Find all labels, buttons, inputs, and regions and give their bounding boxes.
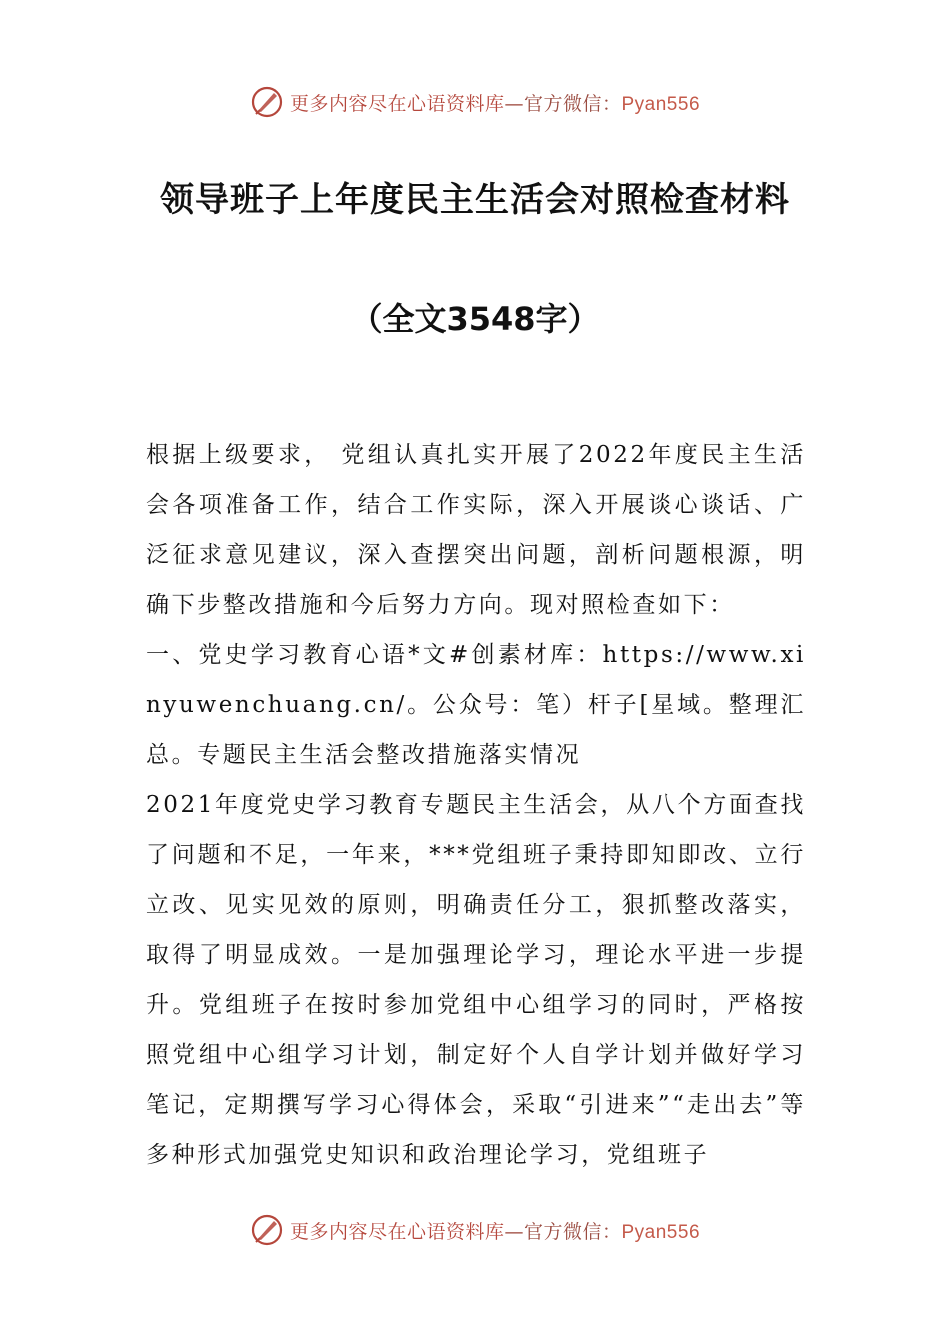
paragraph-intro: 根据上级要求， 党组认真扎实开展了2022年度民主生活会各项准备工作，结合工作实际，深入开展谈心谈话、广泛征求意见建议，深入查摆突出问题，剖析问题根源，明确下步整改措施和今后努力方向。现对照检查如下：	[146, 442, 806, 618]
watermark-wechat-label: 官方微信：	[523, 1220, 622, 1243]
paragraph-section-one: 一、党史学习教育心语*文#创素材库：https://www.xinyuwenchuang.cn/。公众号：笔）杆子[星域。整理汇总。专题民主生活会整改措施落实情况	[146, 642, 806, 768]
document-title: 领导班子上年度民主生活会对照检查材料	[160, 180, 790, 220]
watermark-wechat-id: Pyan556	[621, 93, 701, 115]
watermark-wechat-id: Pyan556	[621, 1221, 701, 1243]
quill-logo-icon	[250, 1213, 284, 1247]
watermark-text: 更多内容尽在心语资料库	[289, 92, 505, 115]
watermark-wechat-label: 官方微信：	[523, 92, 622, 115]
footer-watermark	[0, 1210, 950, 1250]
paragraph-rectification: 2021年度党史学习教育专题民主生活会，从八个方面查找了问题和不足，一年来，***党组班子秉持即知即改、立行立改、见实见效的原则，明确责任分工，狠抓整改落实，取得了明显成效。一是加强理论学习，理论水平进一步提升。党组班子在按时参加党组中心组学习的同时，严格按照党组中心组学习计划，制定好个人自学计划并做好学习笔记，定期撰写学习心得体会，采取“引进来”“走出去”等多种形式加强党史知识和政治理论学习，党组班子	[146, 792, 806, 1168]
watermark-separator: —	[504, 92, 524, 115]
document-body	[146, 430, 806, 1180]
watermark-text: 更多内容尽在心语资料库	[289, 1220, 505, 1243]
quill-logo-icon	[250, 85, 284, 119]
document-subtitle: （全文3548字）	[350, 300, 600, 338]
header-watermark	[0, 82, 950, 122]
watermark-separator: —	[504, 1220, 524, 1243]
